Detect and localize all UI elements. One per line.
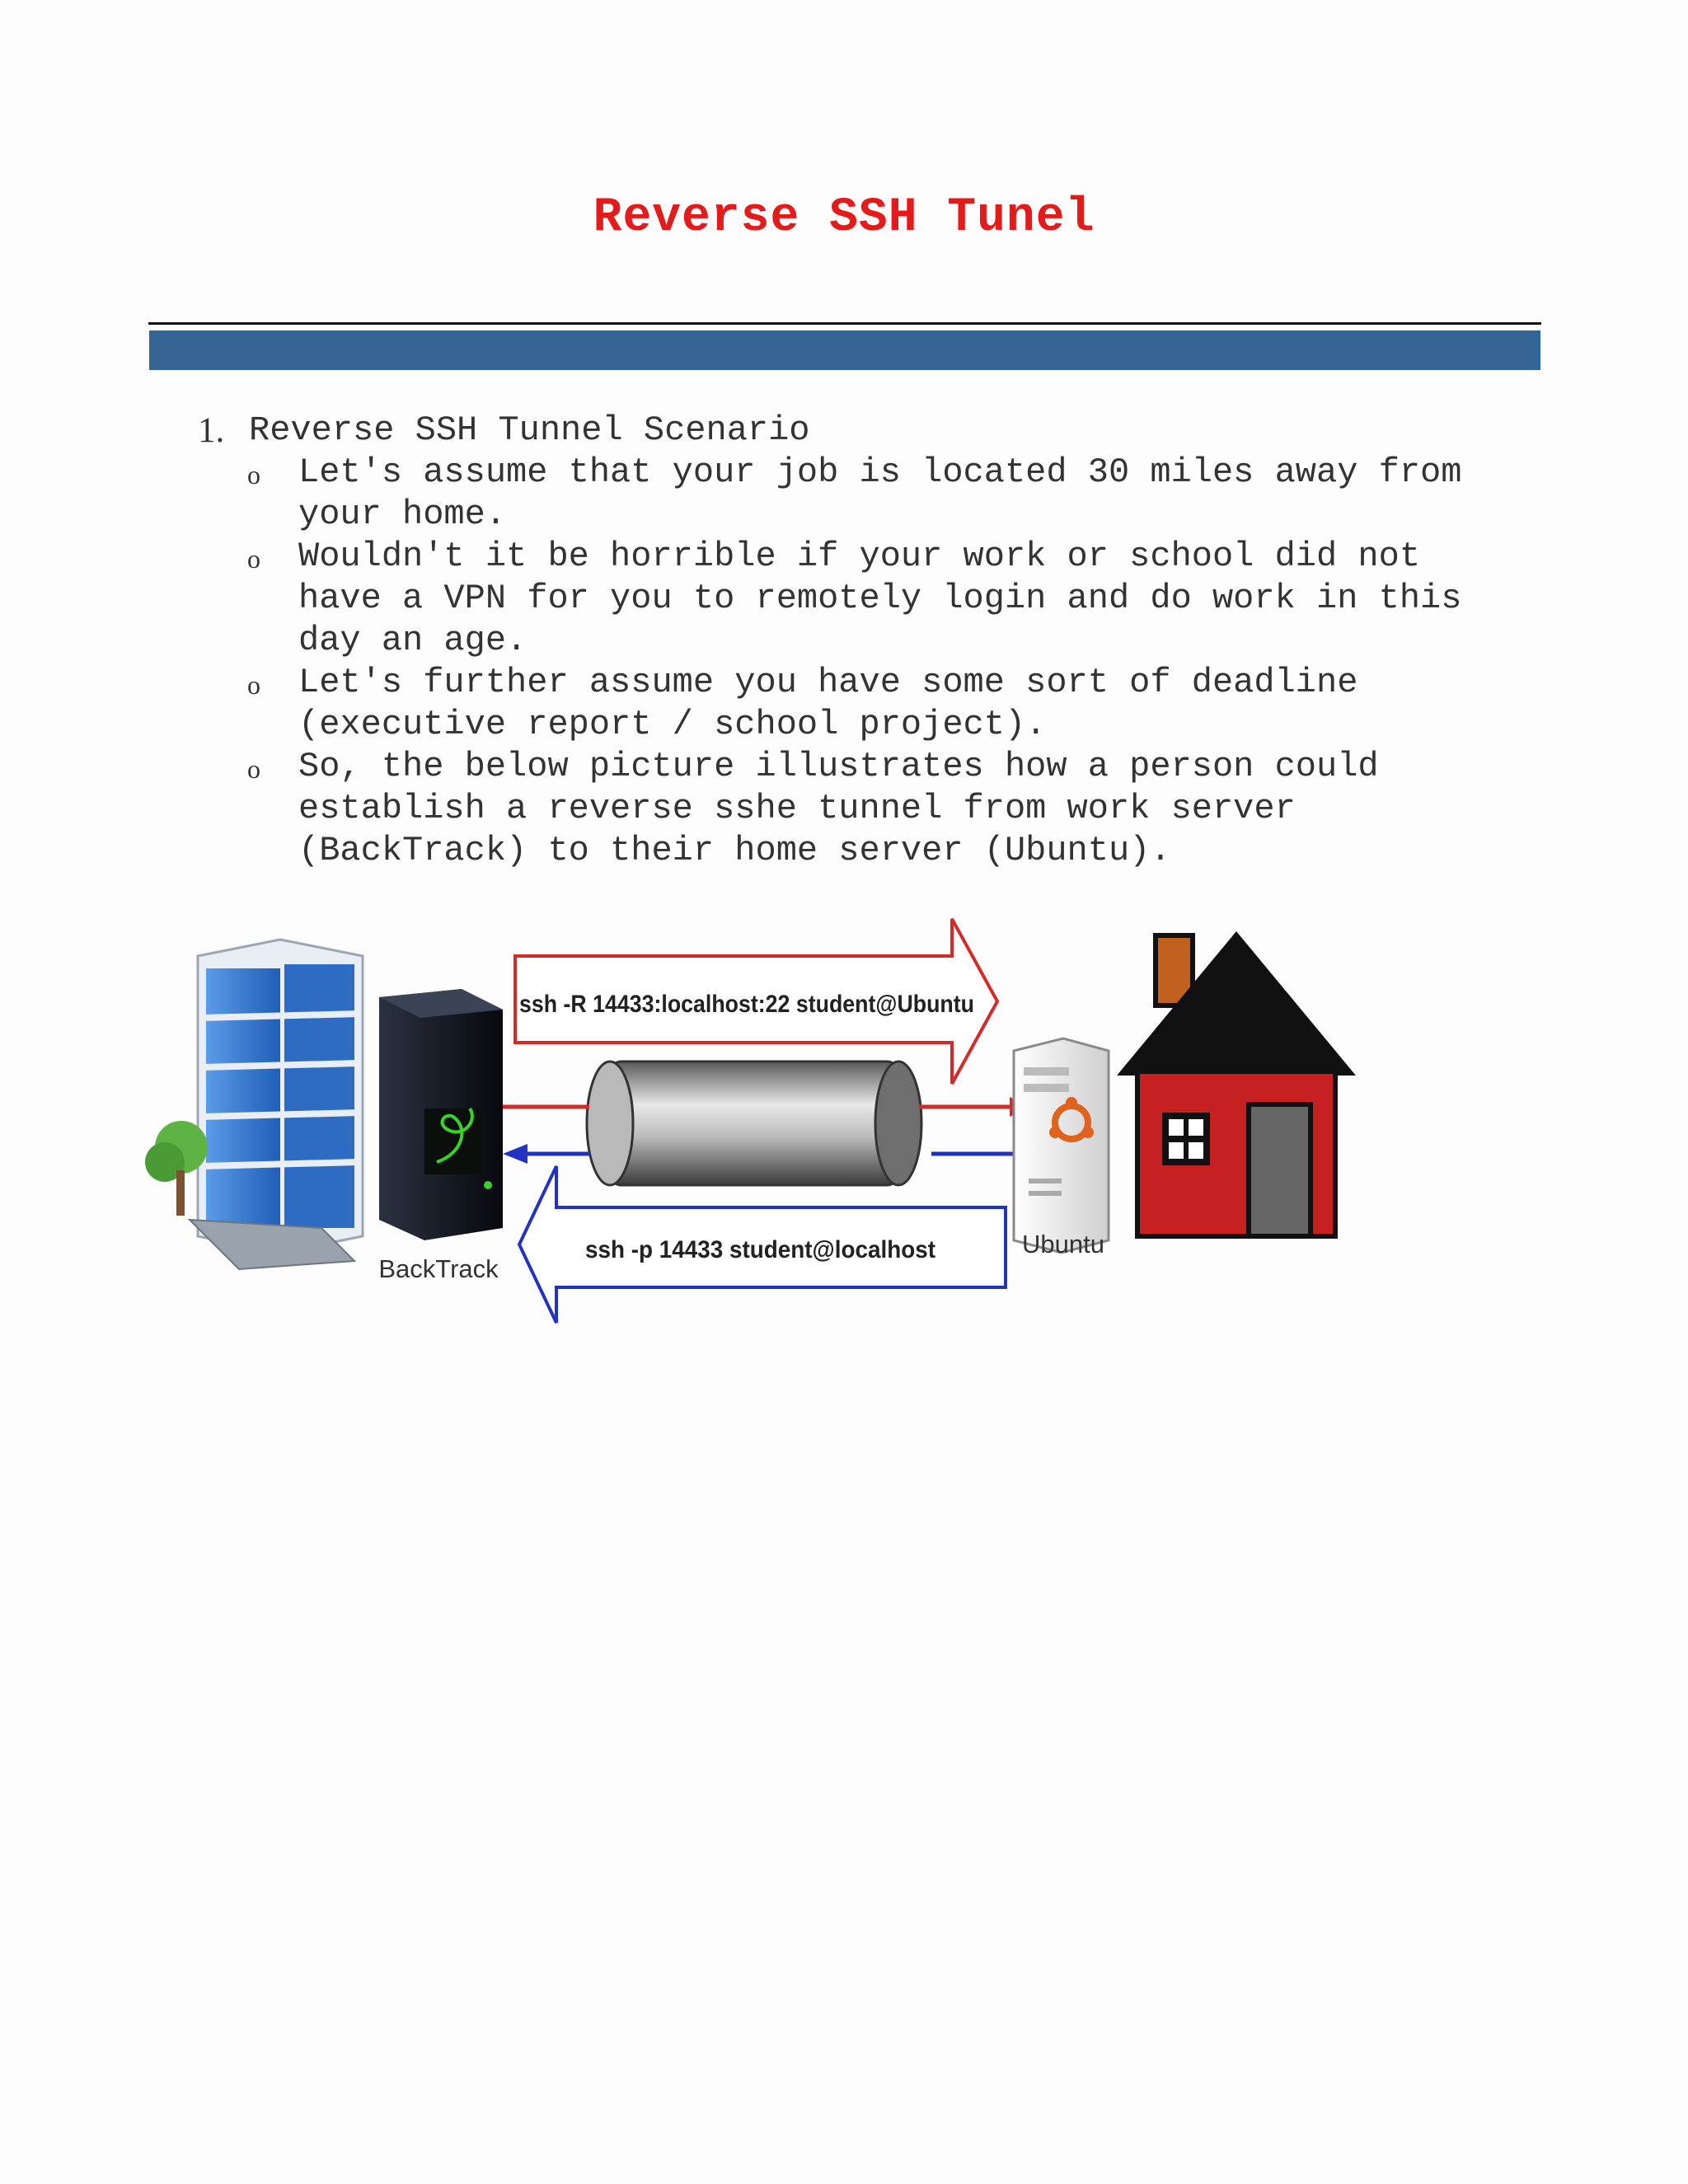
bullet-icon: o (247, 460, 260, 490)
bullet-icon: o (247, 754, 260, 784)
section-number: 1. (198, 411, 225, 450)
scenario-section (198, 410, 1550, 872)
office-building-icon (145, 940, 363, 1269)
header-band (149, 330, 1540, 370)
list-item (247, 662, 1550, 746)
bullet-text: Let's assume that your job is located 30 miles away from your home. (298, 452, 1483, 534)
list-item (247, 452, 1550, 536)
ubuntu-server-icon (1014, 1038, 1109, 1253)
bullet-icon: o (247, 544, 260, 574)
backtrack-label: BackTrack (378, 1254, 499, 1283)
page-title: Reverse SSH Tunel (593, 191, 1095, 245)
section-heading (198, 410, 1550, 452)
bullet-text: Wouldn't it be horrible if your work or school did not have a VPN for you to remotely login and do work in this day an age. (298, 537, 1483, 660)
bullet-text: So, the below picture illustrates how a person could establish a reverse sshe tunnel from work server (BackTrack) to their home server (Ubuntu). (298, 747, 1400, 870)
forward-command-label: ssh -R 14433:localhost:22 student@Ubuntu (519, 991, 974, 1018)
bullet-text: Let's further assume you have some sort of deadline (executive report / school project). (298, 663, 1379, 744)
list-item (247, 536, 1550, 662)
ssh-tunnel-diagram (140, 907, 1376, 1335)
list-item (247, 746, 1550, 872)
ubuntu-label: Ubuntu (1022, 1230, 1104, 1258)
section-title: Reverse SSH Tunnel Scenario (249, 410, 810, 450)
tunnel-pipe-icon (587, 1062, 921, 1185)
bullet-list (198, 452, 1550, 872)
bullet-icon: o (247, 670, 260, 700)
reverse-command-label: ssh -p 14433 student@localhost (585, 1236, 935, 1263)
header-rule (148, 322, 1541, 325)
backtrack-server-icon (379, 989, 503, 1240)
home-house-icon (1117, 931, 1356, 1236)
